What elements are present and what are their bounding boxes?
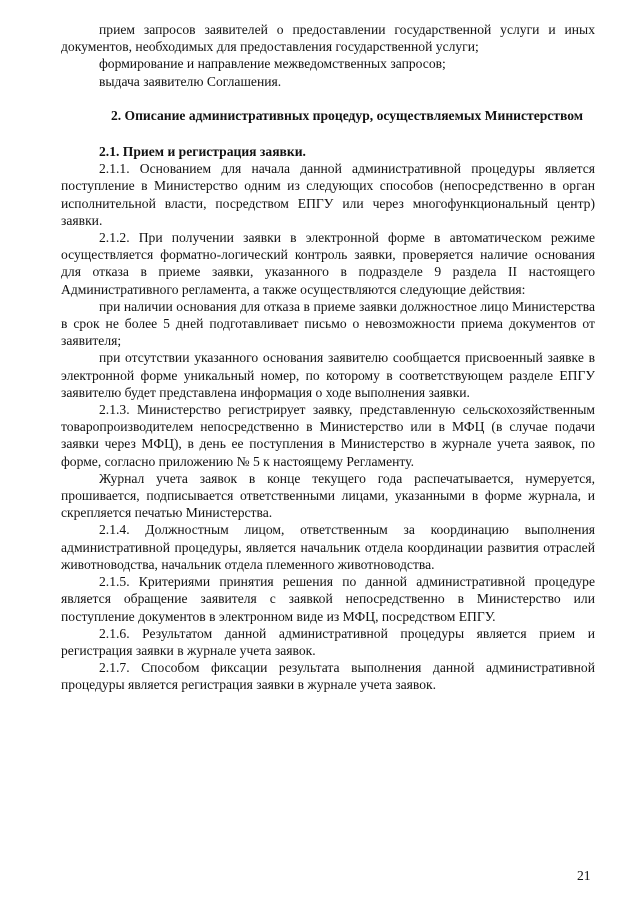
section-heading: 2. Описание административных процедур, осуществляемых Министерством [110,107,584,123]
page-number: 21 [577,868,591,883]
paragraph-refusal-case: при наличии основания для отказа в приеме заявки должностное лицо Министерства в срок не более 5 дней подготавливает письмо о невозможности приема документов от заявителя; [61,298,595,349]
subsection-heading: 2.1. Прием и регистрация заявки. [99,144,306,160]
paragraph-no-refusal-case: при отсутствии указанного основания заявителю сообщается присвоенный заявке в электронной форме уникальный номер, по которому в соответствующем разделе ЕПГУ заявителю будет представлена информация о ходе выполнения заявки. [61,350,595,400]
paragraph-2-1-7: 2.1.7. Способом фиксации результата выполнения данной административной процедуры является регистрация заявки в журнале учета заявок. [61,660,595,693]
intro-item-1: прием запросов заявителей о предоставлении государственной услуги и иных документов, необходимых для предоставления государственной услуги; [61,22,595,55]
intro-item-2: формирование и направление межведомственных запросов; [99,56,446,72]
intro-item-3: выдача заявителю Соглашения. [99,73,282,89]
paragraph-2-1-6: 2.1.6. Результатом данной административной процедуры является прием и регистрация заявки в журнале учета заявок. [61,625,595,658]
paragraph-2-1-4: 2.1.4. Должностным лицом, ответственным за координацию выполнения административной процедуры, является начальник отдела координации развития отраслей животноводства, начальник отдела племенного животноводства. [61,522,595,572]
paragraph-2-1-3: 2.1.3. Министерство регистрирует заявку, представленную сельскохозяйственным товаропроизводителем непосредственно в Министерство или в МФЦ (в случае подачи заявки через МФЦ), в день ее поступления в Министерство в журнале учета заявок, по форме, согласно приложению № 5 к настоящему Регламенту. [61,402,595,469]
paragraph-2-1-5: 2.1.5. Критериями принятия решения по данной административной процедуре является обращение заявителя с заявкой непосредственно в Министерство или поступление документов в электронном виде из МФЦ, посредством ЕПГУ. [61,574,595,624]
page-body [61,21,595,694]
paragraph-2-1-2: 2.1.2. При получении заявки в электронной форме в автоматическом режиме осуществляется форматно-логический контроль заявки, проверяется наличие основания для отказа в приеме заявки, указанного в подразделе 9 раздела II настоящего Административного регламента, а также осуществляются следующие действия: [61,230,595,297]
paragraph-2-1-1: 2.1.1. Основанием для начала данной административной процедуры является поступление в Министерство одним из следующих способов (непосредственно в орган исполнительной власти, посредством ЕПГУ или через многофункциональный центр) заявки. [61,161,595,228]
paragraph-journal: Журнал учета заявок в конце текущего года распечатывается, нумеруется, прошивается, подписывается ответственными лицами, указанными в форме журнала, и скрепляется печатью Министерства. [61,470,595,521]
